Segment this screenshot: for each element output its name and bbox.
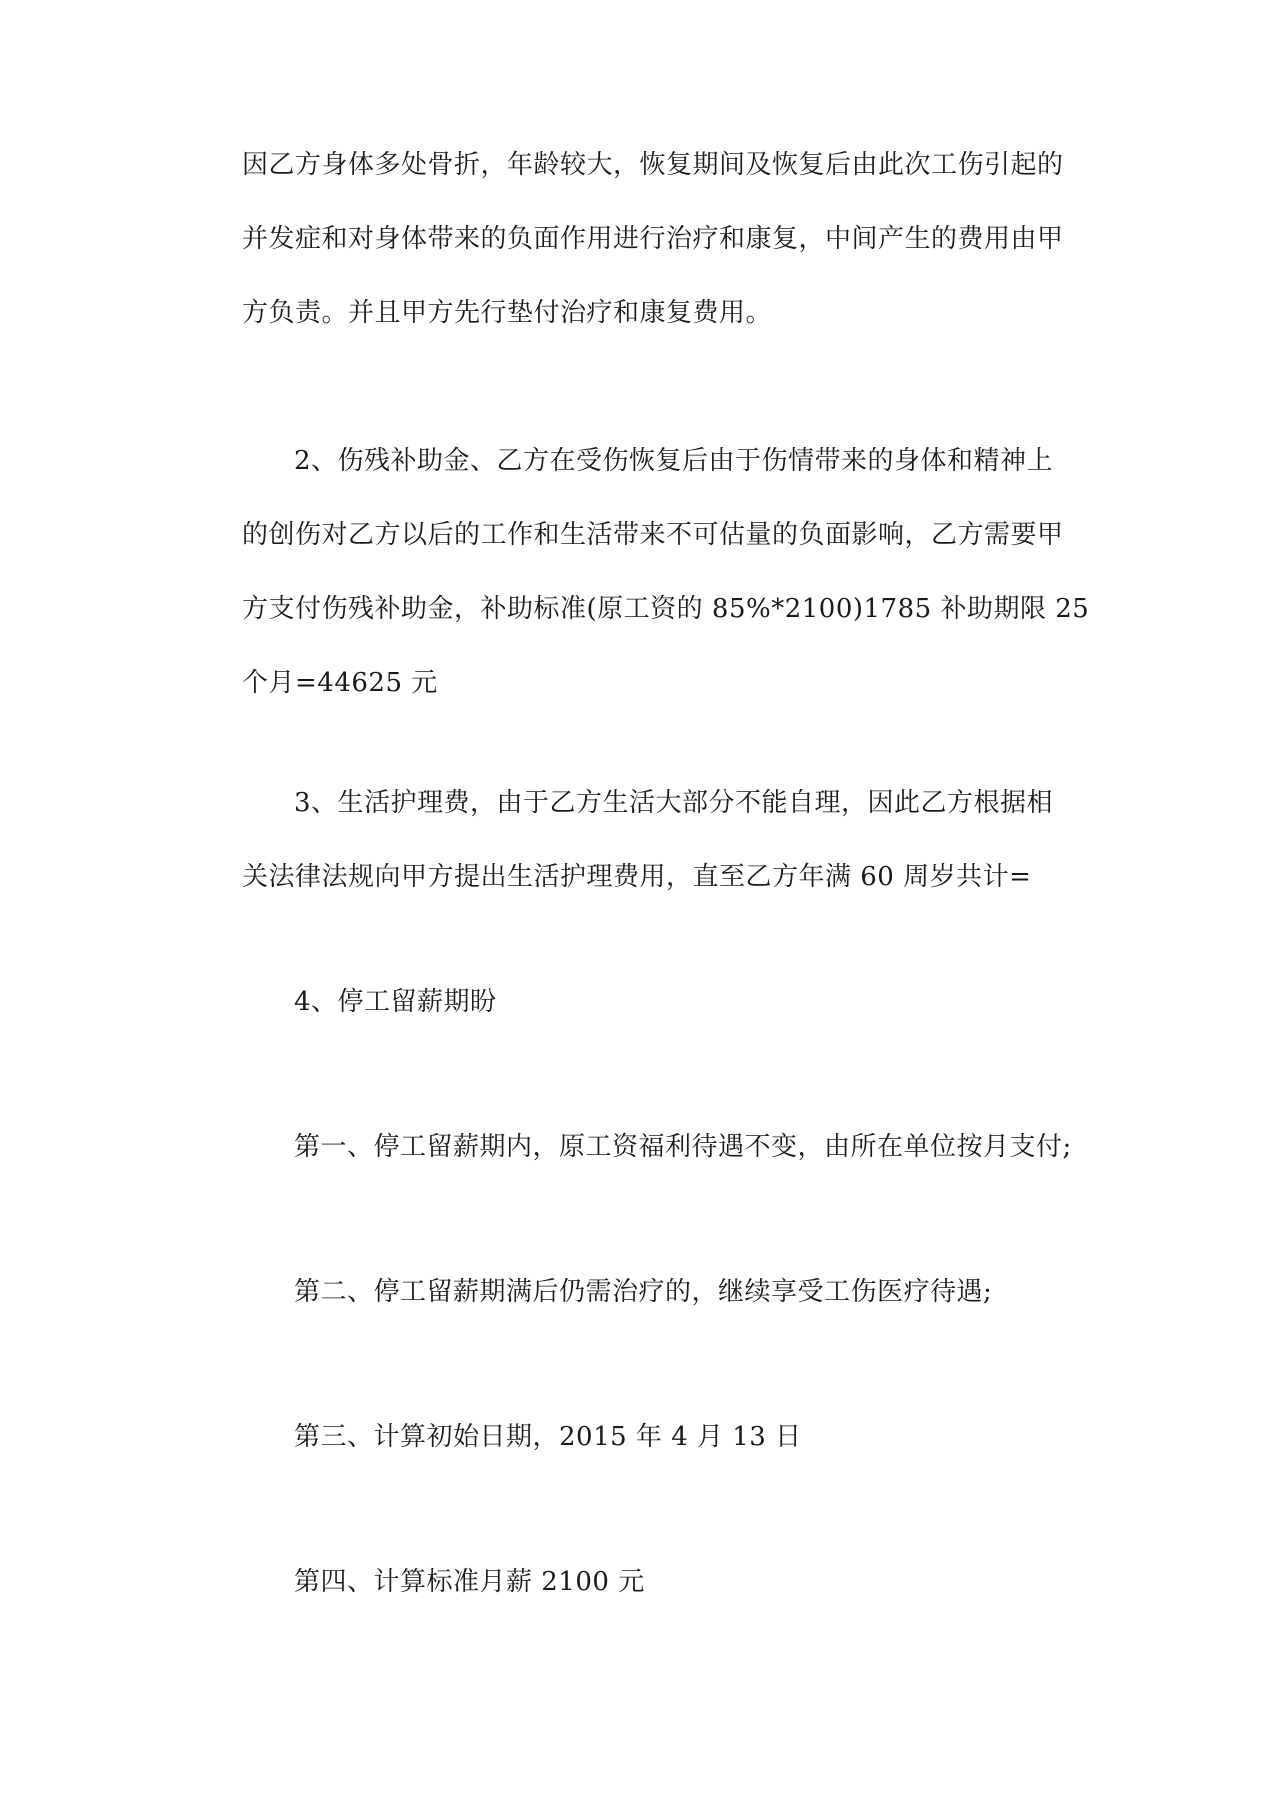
item-4: 第四、计算标准月薪 2100 元 [294, 1567, 645, 1597]
paragraph-2-line-2: 的创伤对乙方以后的工作和生活带来不可估量的负面影响，乙方需要甲 [242, 520, 1064, 550]
paragraph-1-line-2: 并发症和对身体带来的负面作用进行治疗和康复，中间产生的费用由甲 [242, 224, 1064, 254]
paragraph-3-line-2: 关法律法规向甲方提出生活护理费用，直至乙方年满 60 周岁共计= [242, 862, 1032, 892]
item-2: 第二、停工留薪期满后仍需治疗的，继续享受工伤医疗待遇; [294, 1277, 993, 1307]
paragraph-1-line-3: 方负责。并且甲方先行垫付治疗和康复费用。 [242, 298, 773, 328]
paragraph-4-heading: 4、停工留薪期盼 [294, 987, 497, 1017]
paragraph-2-line-4: 个月=44625 元 [242, 668, 438, 698]
paragraph-1-line-1: 因乙方身体多处骨折，年龄较大，恢复期间及恢复后由此次工伤引起的 [242, 150, 1064, 180]
paragraph-2-line-3: 方支付伤残补助金，补助标准(原工资的 85%*2100)1785 补助期限 25 [242, 594, 1090, 624]
paragraph-2-line-1: 2、伤残补助金、乙方在受伤恢复后由于伤情带来的身体和精神上 [294, 446, 1054, 476]
item-3: 第三、计算初始日期，2015 年 4 月 13 日 [294, 1422, 802, 1452]
paragraph-3-line-1: 3、生活护理费，由于乙方生活大部分不能自理，因此乙方根据相 [294, 788, 1054, 818]
item-1: 第一、停工留薪期内，原工资福利待遇不变，由所在单位按月支付; [294, 1132, 1072, 1162]
